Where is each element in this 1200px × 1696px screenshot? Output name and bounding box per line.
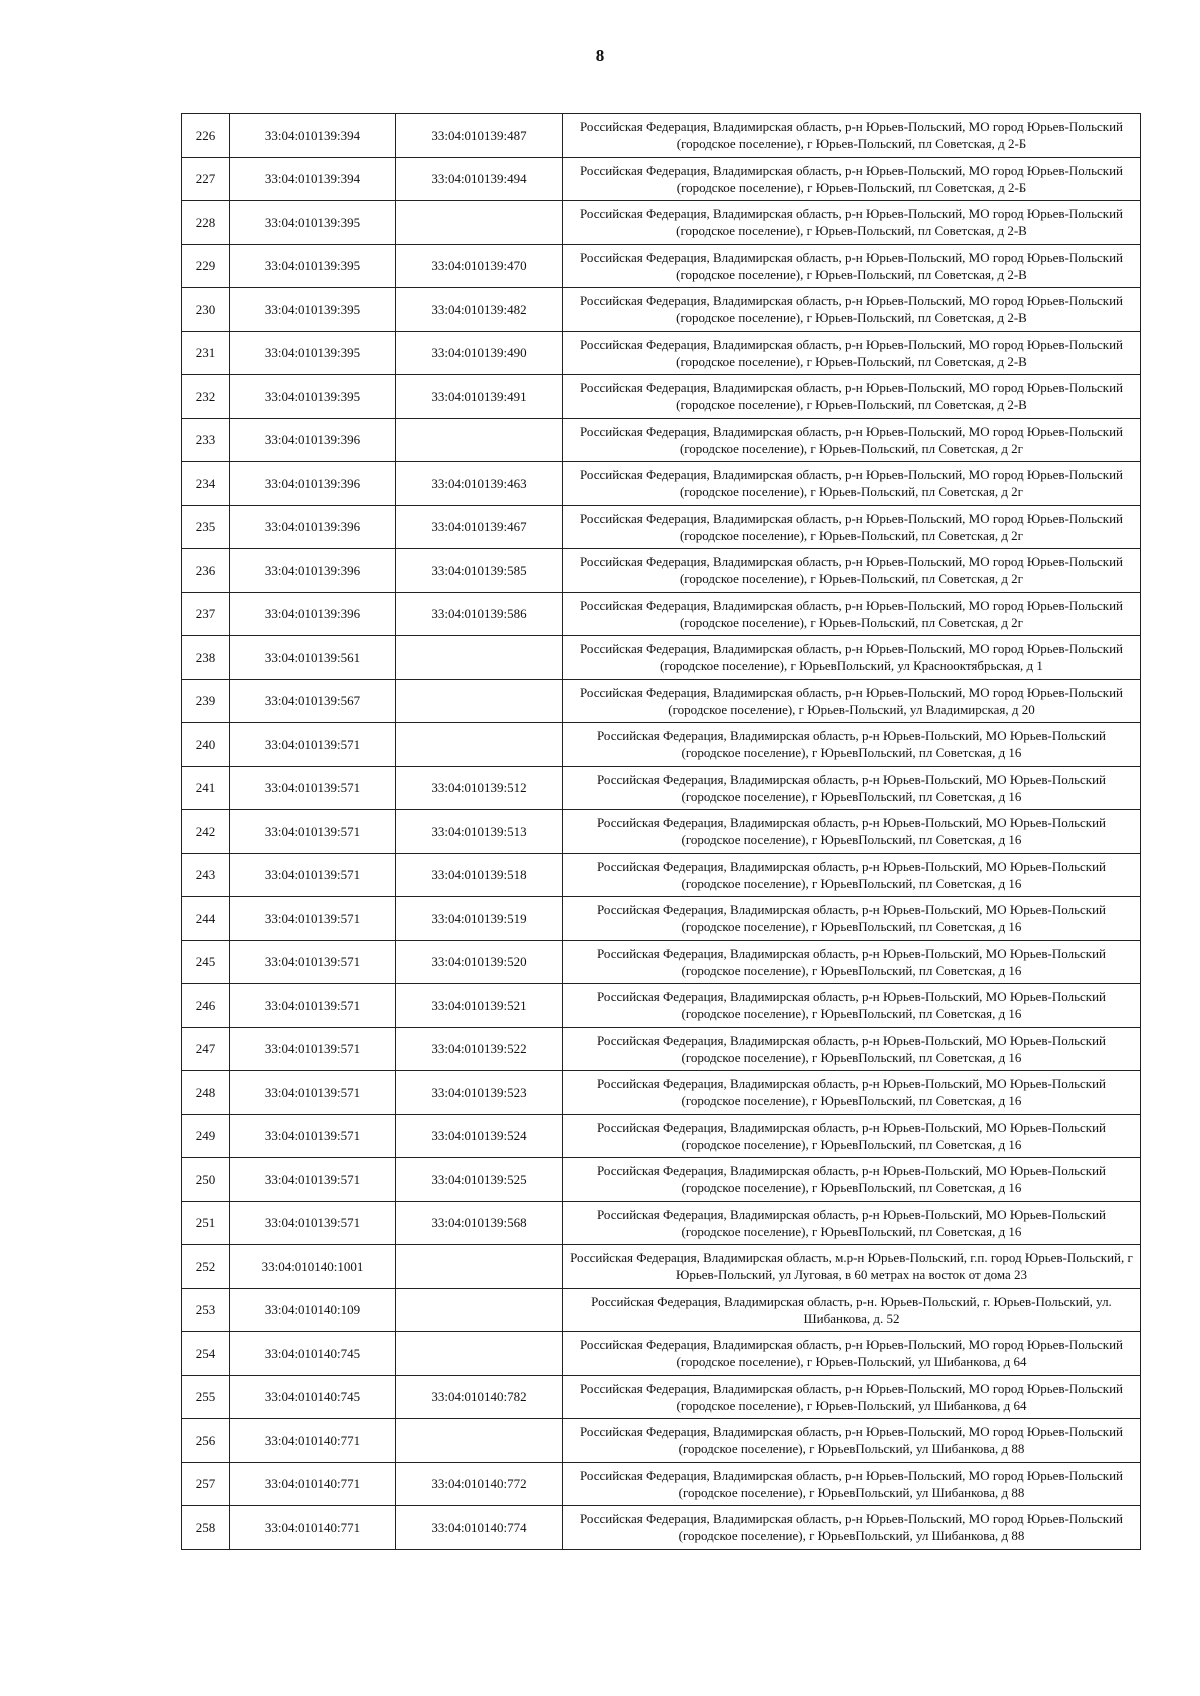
table-row	[182, 1332, 1141, 1376]
sub-cadastral-number-cell: 33:04:010140:782	[396, 1375, 563, 1419]
address-cell: Российская Федерация, Владимирская область, р-н Юрьев-Польский, МО город Юрьев-Польский (городское поселение), г Юрьев-Польский, ул Шибанкова, д 64	[563, 1332, 1141, 1376]
cadastral-number-cell: 33:04:010139:396	[230, 418, 396, 462]
row-number-cell: 229	[182, 244, 230, 288]
row-number-cell: 246	[182, 984, 230, 1028]
address-cell: Российская Федерация, Владимирская область, р-н Юрьев-Польский, МО город Юрьев-Польский (городское поселение), г Юрьев-Польский, ул Шибанкова, д 64	[563, 1375, 1141, 1419]
address-cell: Российская Федерация, Владимирская область, р-н Юрьев-Польский, МО Юрьев-Польский (городское поселение), г ЮрьевПольский, пл Советская, д 16	[563, 897, 1141, 941]
row-number-cell: 251	[182, 1201, 230, 1245]
cadastral-number-cell: 33:04:010139:571	[230, 984, 396, 1028]
cadastral-number-cell: 33:04:010139:395	[230, 288, 396, 332]
row-number-cell: 226	[182, 114, 230, 158]
address-cell: Российская Федерация, Владимирская область, р-н Юрьев-Польский, МО Юрьев-Польский (городское поселение), г ЮрьевПольский, пл Советская, д 16	[563, 810, 1141, 854]
sub-cadastral-number-cell: 33:04:010139:513	[396, 810, 563, 854]
cadastral-number-cell: 33:04:010139:394	[230, 157, 396, 201]
table-row	[182, 1158, 1141, 1202]
sub-cadastral-number-cell: 33:04:010139:524	[396, 1114, 563, 1158]
cadastral-number-cell: 33:04:010139:571	[230, 810, 396, 854]
table-row	[182, 462, 1141, 506]
row-number-cell: 227	[182, 157, 230, 201]
row-number-cell: 231	[182, 331, 230, 375]
sub-cadastral-number-cell: 33:04:010139:522	[396, 1027, 563, 1071]
table-body	[182, 114, 1141, 1550]
cadastral-number-cell: 33:04:010140:109	[230, 1288, 396, 1332]
table-row	[182, 897, 1141, 941]
cadastral-number-cell: 33:04:010140:745	[230, 1332, 396, 1376]
table-row	[182, 1245, 1141, 1289]
cadastral-number-cell: 33:04:010139:567	[230, 679, 396, 723]
address-cell: Российская Федерация, Владимирская область, р-н Юрьев-Польский, МО Юрьев-Польский (городское поселение), г ЮрьевПольский, пл Советская, д 16	[563, 853, 1141, 897]
address-cell: Российская Федерация, Владимирская область, р-н Юрьев-Польский, МО город Юрьев-Польский (городское поселение), г Юрьев-Польский, ул Владимирская, д 20	[563, 679, 1141, 723]
table-row	[182, 1288, 1141, 1332]
cadastral-number-cell: 33:04:010139:571	[230, 723, 396, 767]
address-cell: Российская Федерация, Владимирская область, р-н Юрьев-Польский, МО город Юрьев-Польский (городское поселение), г Юрьев-Польский, пл Советская, д 2-В	[563, 331, 1141, 375]
address-cell: Российская Федерация, Владимирская область, р-н Юрьев-Польский, МО город Юрьев-Польский (городское поселение), г Юрьев-Польский, пл Советская, д 2-Б	[563, 114, 1141, 158]
address-cell: Российская Федерация, Владимирская область, р-н Юрьев-Польский, МО город Юрьев-Польский (городское поселение), г Юрьев-Польский, пл Советская, д 2г	[563, 592, 1141, 636]
cadastral-number-cell: 33:04:010139:571	[230, 1071, 396, 1115]
sub-cadastral-number-cell: 33:04:010139:512	[396, 766, 563, 810]
sub-cadastral-number-cell: 33:04:010139:490	[396, 331, 563, 375]
row-number-cell: 235	[182, 505, 230, 549]
sub-cadastral-number-cell	[396, 679, 563, 723]
table-row	[182, 375, 1141, 419]
cadastral-number-cell: 33:04:010139:571	[230, 853, 396, 897]
sub-cadastral-number-cell: 33:04:010139:585	[396, 549, 563, 593]
address-cell: Российская Федерация, Владимирская область, р-н Юрьев-Польский, МО город Юрьев-Польский (городское поселение), г Юрьев-Польский, пл Советская, д 2-Б	[563, 157, 1141, 201]
table-row	[182, 1375, 1141, 1419]
table-row	[182, 201, 1141, 245]
address-cell: Российская Федерация, Владимирская область, р-н Юрьев-Польский, МО город Юрьев-Польский (городское поселение), г Юрьев-Польский, пл Советская, д 2г	[563, 505, 1141, 549]
sub-cadastral-number-cell: 33:04:010140:774	[396, 1506, 563, 1550]
cadastral-number-cell: 33:04:010139:571	[230, 1158, 396, 1202]
cadastral-table	[181, 113, 1141, 1550]
sub-cadastral-number-cell	[396, 636, 563, 680]
row-number-cell: 228	[182, 201, 230, 245]
address-cell: Российская Федерация, Владимирская область, р-н Юрьев-Польский, МО город Юрьев-Польский (городское поселение), г ЮрьевПольский, ул Шибанкова, д 88	[563, 1419, 1141, 1463]
table-row	[182, 766, 1141, 810]
table-row	[182, 984, 1141, 1028]
row-number-cell: 255	[182, 1375, 230, 1419]
cadastral-number-cell: 33:04:010139:571	[230, 766, 396, 810]
row-number-cell: 248	[182, 1071, 230, 1115]
cadastral-number-cell: 33:04:010139:394	[230, 114, 396, 158]
table-row	[182, 418, 1141, 462]
row-number-cell: 244	[182, 897, 230, 941]
address-cell: Российская Федерация, Владимирская область, р-н Юрьев-Польский, МО город Юрьев-Польский (городское поселение), г Юрьев-Польский, пл Советская, д 2-В	[563, 375, 1141, 419]
row-number-cell: 254	[182, 1332, 230, 1376]
table-row	[182, 592, 1141, 636]
sub-cadastral-number-cell: 33:04:010139:586	[396, 592, 563, 636]
address-cell: Российская Федерация, Владимирская область, р-н Юрьев-Польский, МО Юрьев-Польский (городское поселение), г ЮрьевПольский, пл Советская, д 16	[563, 723, 1141, 767]
table-row	[182, 810, 1141, 854]
cadastral-number-cell: 33:04:010139:395	[230, 331, 396, 375]
cadastral-number-cell: 33:04:010139:396	[230, 462, 396, 506]
table-row	[182, 288, 1141, 332]
sub-cadastral-number-cell: 33:04:010140:772	[396, 1462, 563, 1506]
table-row	[182, 1506, 1141, 1550]
address-cell: Российская Федерация, Владимирская область, р-н Юрьев-Польский, МО Юрьев-Польский (городское поселение), г ЮрьевПольский, пл Советская, д 16	[563, 984, 1141, 1028]
sub-cadastral-number-cell: 33:04:010139:494	[396, 157, 563, 201]
sub-cadastral-number-cell	[396, 1245, 563, 1289]
sub-cadastral-number-cell: 33:04:010139:519	[396, 897, 563, 941]
row-number-cell: 242	[182, 810, 230, 854]
address-cell: Российская Федерация, Владимирская область, м.р-н Юрьев-Польский, г.п. город Юрьев-Польский, г Юрьев-Польский, ул Луговая, в 60 метрах на восток от дома 23	[563, 1245, 1141, 1289]
row-number-cell: 250	[182, 1158, 230, 1202]
cadastral-number-cell: 33:04:010139:395	[230, 201, 396, 245]
cadastral-number-cell: 33:04:010139:571	[230, 1114, 396, 1158]
address-cell: Российская Федерация, Владимирская область, р-н Юрьев-Польский, МО Юрьев-Польский (городское поселение), г ЮрьевПольский, пл Советская, д 16	[563, 940, 1141, 984]
row-number-cell: 236	[182, 549, 230, 593]
sub-cadastral-number-cell: 33:04:010139:467	[396, 505, 563, 549]
sub-cadastral-number-cell: 33:04:010139:525	[396, 1158, 563, 1202]
table-row	[182, 1114, 1141, 1158]
row-number-cell: 233	[182, 418, 230, 462]
cadastral-number-cell: 33:04:010139:571	[230, 1027, 396, 1071]
sub-cadastral-number-cell: 33:04:010139:482	[396, 288, 563, 332]
sub-cadastral-number-cell: 33:04:010139:487	[396, 114, 563, 158]
address-cell: Российская Федерация, Владимирская область, р-н Юрьев-Польский, МО Юрьев-Польский (городское поселение), г ЮрьевПольский, пл Советская, д 16	[563, 1071, 1141, 1115]
row-number-cell: 258	[182, 1506, 230, 1550]
row-number-cell: 257	[182, 1462, 230, 1506]
cadastral-number-cell: 33:04:010139:561	[230, 636, 396, 680]
address-cell: Российская Федерация, Владимирская область, р-н Юрьев-Польский, МО Юрьев-Польский (городское поселение), г ЮрьевПольский, пл Советская, д 16	[563, 766, 1141, 810]
cadastral-number-cell: 33:04:010139:395	[230, 375, 396, 419]
row-number-cell: 230	[182, 288, 230, 332]
table-row	[182, 114, 1141, 158]
table-row	[182, 1419, 1141, 1463]
address-cell: Российская Федерация, Владимирская область, р-н Юрьев-Польский, МО город Юрьев-Польский (городское поселение), г Юрьев-Польский, пл Советская, д 2г	[563, 462, 1141, 506]
table-row	[182, 1027, 1141, 1071]
row-number-cell: 241	[182, 766, 230, 810]
sub-cadastral-number-cell: 33:04:010139:518	[396, 853, 563, 897]
address-cell: Российская Федерация, Владимирская область, р-н Юрьев-Польский, МО город Юрьев-Польский (городское поселение), г ЮрьевПольский, ул Краснооктябрьская, д 1	[563, 636, 1141, 680]
cadastral-number-cell: 33:04:010140:771	[230, 1419, 396, 1463]
row-number-cell: 252	[182, 1245, 230, 1289]
address-cell: Российская Федерация, Владимирская область, р-н Юрьев-Польский, МО город Юрьев-Польский (городское поселение), г Юрьев-Польский, пл Советская, д 2-В	[563, 288, 1141, 332]
table-row	[182, 505, 1141, 549]
sub-cadastral-number-cell	[396, 418, 563, 462]
row-number-cell: 249	[182, 1114, 230, 1158]
row-number-cell: 245	[182, 940, 230, 984]
row-number-cell: 238	[182, 636, 230, 680]
cadastral-number-cell: 33:04:010139:571	[230, 1201, 396, 1245]
table-row	[182, 157, 1141, 201]
table-row	[182, 1201, 1141, 1245]
row-number-cell: 240	[182, 723, 230, 767]
sub-cadastral-number-cell: 33:04:010139:521	[396, 984, 563, 1028]
table-row	[182, 940, 1141, 984]
sub-cadastral-number-cell	[396, 1419, 563, 1463]
page-number: 8	[595, 46, 605, 65]
table-row	[182, 1462, 1141, 1506]
address-cell: Российская Федерация, Владимирская область, р-н Юрьев-Польский, МО город Юрьев-Польский (городское поселение), г ЮрьевПольский, ул Шибанкова, д 88	[563, 1462, 1141, 1506]
sub-cadastral-number-cell: 33:04:010139:568	[396, 1201, 563, 1245]
sub-cadastral-number-cell: 33:04:010139:520	[396, 940, 563, 984]
address-cell: Российская Федерация, Владимирская область, р-н. Юрьев-Польский, г. Юрьев-Польский, ул. Шибанкова, д. 52	[563, 1288, 1141, 1332]
cadastral-number-cell: 33:04:010140:745	[230, 1375, 396, 1419]
sub-cadastral-number-cell: 33:04:010139:523	[396, 1071, 563, 1115]
cadastral-number-cell: 33:04:010140:771	[230, 1506, 396, 1550]
row-number-cell: 253	[182, 1288, 230, 1332]
cadastral-number-cell: 33:04:010140:771	[230, 1462, 396, 1506]
table-row	[182, 636, 1141, 680]
address-cell: Российская Федерация, Владимирская область, р-н Юрьев-Польский, МО город Юрьев-Польский (городское поселение), г Юрьев-Польский, пл Советская, д 2г	[563, 549, 1141, 593]
table-row	[182, 679, 1141, 723]
sub-cadastral-number-cell: 33:04:010139:470	[396, 244, 563, 288]
cadastral-number-cell: 33:04:010139:571	[230, 940, 396, 984]
address-cell: Российская Федерация, Владимирская область, р-н Юрьев-Польский, МО Юрьев-Польский (городское поселение), г ЮрьевПольский, пл Советская, д 16	[563, 1027, 1141, 1071]
cadastral-number-cell: 33:04:010140:1001	[230, 1245, 396, 1289]
address-cell: Российская Федерация, Владимирская область, р-н Юрьев-Польский, МО город Юрьев-Польский (городское поселение), г Юрьев-Польский, пл Советская, д 2г	[563, 418, 1141, 462]
cadastral-number-cell: 33:04:010139:396	[230, 505, 396, 549]
table-row	[182, 331, 1141, 375]
cadastral-number-cell: 33:04:010139:571	[230, 897, 396, 941]
sub-cadastral-number-cell	[396, 201, 563, 245]
table-row	[182, 244, 1141, 288]
sub-cadastral-number-cell	[396, 1288, 563, 1332]
address-cell: Российская Федерация, Владимирская область, р-н Юрьев-Польский, МО город Юрьев-Польский (городское поселение), г Юрьев-Польский, пл Советская, д 2-В	[563, 201, 1141, 245]
row-number-cell: 247	[182, 1027, 230, 1071]
sub-cadastral-number-cell: 33:04:010139:491	[396, 375, 563, 419]
table-row	[182, 723, 1141, 767]
cadastral-number-cell: 33:04:010139:396	[230, 592, 396, 636]
table-row	[182, 853, 1141, 897]
row-number-cell: 256	[182, 1419, 230, 1463]
sub-cadastral-number-cell	[396, 1332, 563, 1376]
row-number-cell: 237	[182, 592, 230, 636]
table-row	[182, 549, 1141, 593]
table-row	[182, 1071, 1141, 1115]
row-number-cell: 239	[182, 679, 230, 723]
row-number-cell: 234	[182, 462, 230, 506]
row-number-cell: 243	[182, 853, 230, 897]
row-number-cell: 232	[182, 375, 230, 419]
cadastral-number-cell: 33:04:010139:395	[230, 244, 396, 288]
cadastral-number-cell: 33:04:010139:396	[230, 549, 396, 593]
sub-cadastral-number-cell	[396, 723, 563, 767]
address-cell: Российская Федерация, Владимирская область, р-н Юрьев-Польский, МО Юрьев-Польский (городское поселение), г ЮрьевПольский, пл Советская, д 16	[563, 1158, 1141, 1202]
sub-cadastral-number-cell: 33:04:010139:463	[396, 462, 563, 506]
address-cell: Российская Федерация, Владимирская область, р-н Юрьев-Польский, МО город Юрьев-Польский (городское поселение), г ЮрьевПольский, ул Шибанкова, д 88	[563, 1506, 1141, 1550]
address-cell: Российская Федерация, Владимирская область, р-н Юрьев-Польский, МО город Юрьев-Польский (городское поселение), г Юрьев-Польский, пл Советская, д 2-В	[563, 244, 1141, 288]
address-cell: Российская Федерация, Владимирская область, р-н Юрьев-Польский, МО Юрьев-Польский (городское поселение), г ЮрьевПольский, пл Советская, д 16	[563, 1201, 1141, 1245]
address-cell: Российская Федерация, Владимирская область, р-н Юрьев-Польский, МО Юрьев-Польский (городское поселение), г ЮрьевПольский, пл Советская, д 16	[563, 1114, 1141, 1158]
